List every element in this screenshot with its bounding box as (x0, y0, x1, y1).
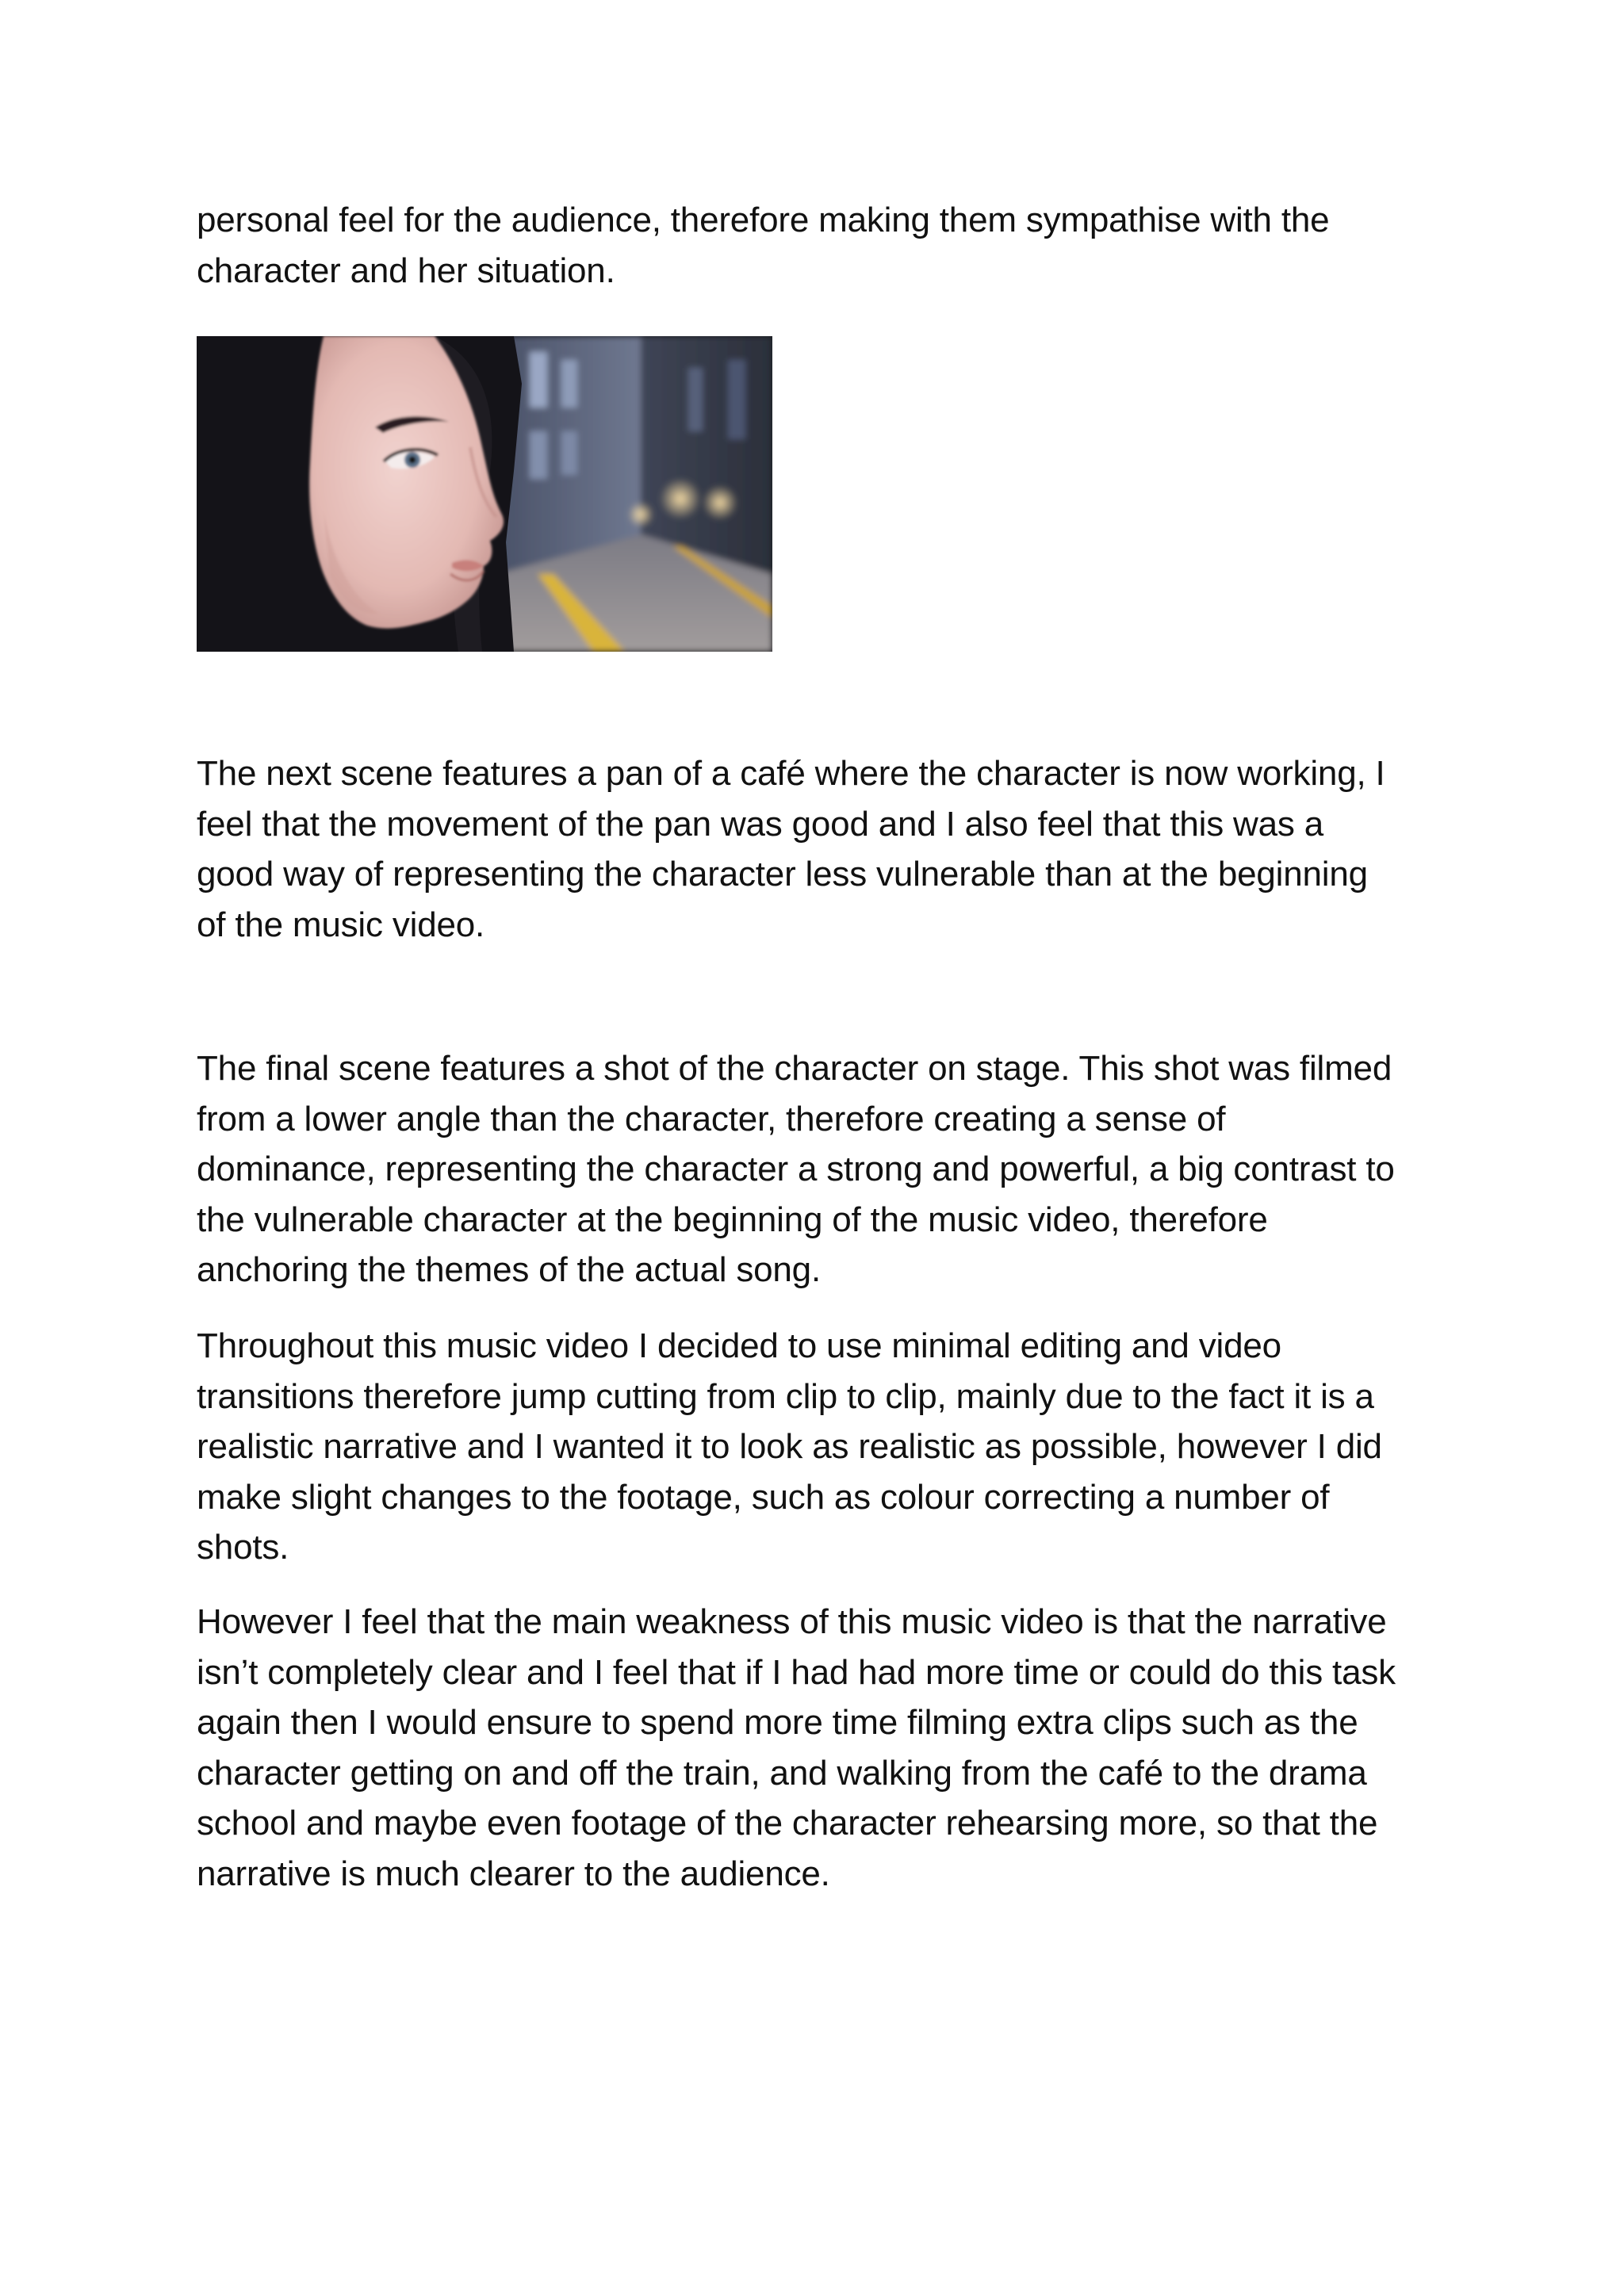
video-still-image (197, 336, 772, 652)
paragraph-intro-continued: personal feel for the audience, therefore making them sympathise with the character and her situation. (197, 201, 1330, 290)
paragraph-weakness: However I feel that the main weakness of this music video is that the narrative isn’t completely clear and I feel that if I had had more time or could do this task again then I would ensure to spend more time filming extra clips such as the character getting on and off the train, and walking from the café to the drama school and maybe even footage of the character rehearsing more, so that the narrative is much clearer to the audience. (197, 1602, 1396, 1893)
paragraph-final-stage-scene: The final scene features a shot of the character on stage. This shot was filmed from a lower angle than the character, therefore creating a sense of dominance, representing the character a strong and powerful, a big contrast to the vulnerable character at the beginning of the music video, therefore anchoring the themes of the actual song. (197, 1049, 1395, 1289)
paragraph-cafe-pan-scene: The next scene features a pan of a café where the character is now working, I feel that the movement of the pan was good and I also feel that this was a good way of representing the character less vulnerable than at the beginning of the music video. (197, 754, 1385, 944)
woman-street-photo (197, 336, 772, 652)
paragraph-editing: Throughout this music video I decided to use minimal editing and video transitions therefore jump cutting from clip to clip, mainly due to the fact it is a realistic narrative and I wanted it to look as realistic as possible, however I did make slight changes to the footage, such as colour correcting a number of shots. (197, 1326, 1382, 1567)
